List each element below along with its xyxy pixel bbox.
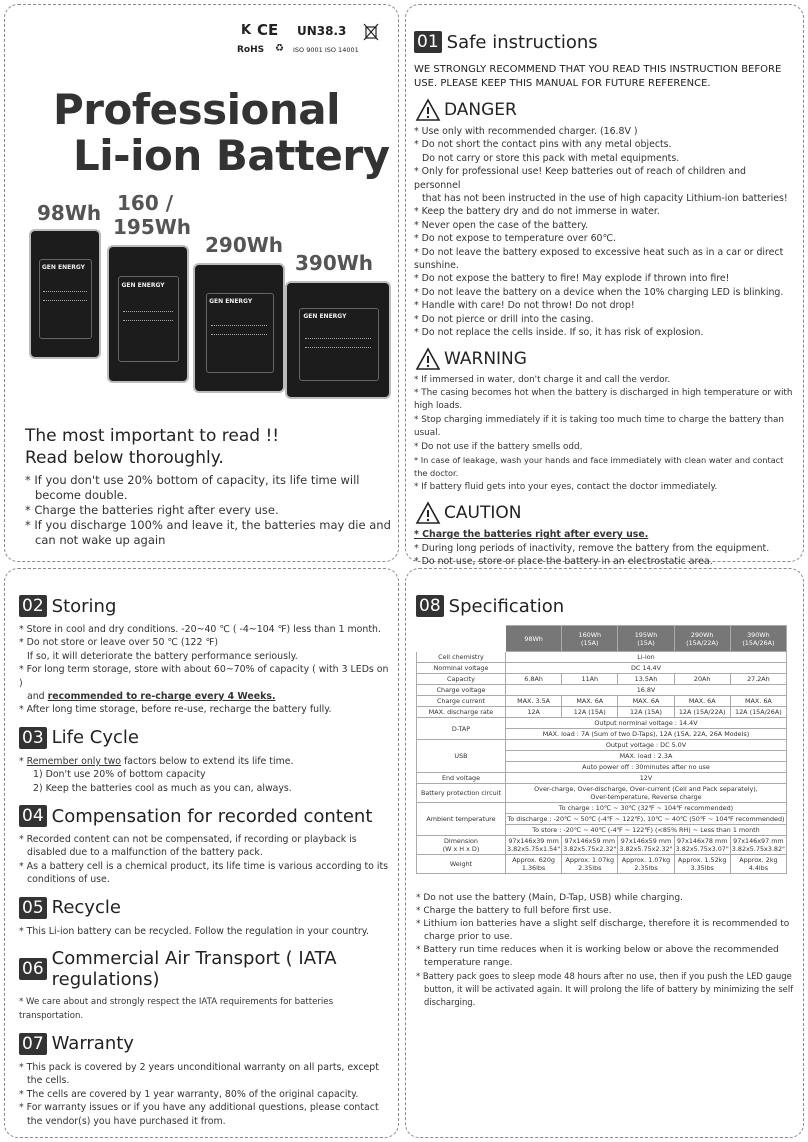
table-cell: D-TAP <box>417 718 506 740</box>
recycle-text: * This Li-ion battery can be recycled. Follow the regulation in your country. <box>19 925 369 937</box>
table-cell: Approx. 2kg 4.4lbs <box>730 855 786 874</box>
table-row <box>417 685 787 696</box>
list-item: * If you don't use 20% bottom of capacity, its life time will become double. <box>25 473 360 502</box>
table-row <box>417 784 787 803</box>
list-item: * Do not store or leave over 50 ℃ (122 ℉) <box>19 637 219 649</box>
table-header <box>417 626 506 652</box>
table-row <box>417 696 787 707</box>
list-item: * Do not pierce or drill into the casing. <box>414 313 594 325</box>
danger-header <box>416 99 795 121</box>
list-item: * Recorded content can not be compensated, if recording or playback is disabled due to a malfunction of the battery pack. <box>19 834 357 859</box>
spec-notes <box>416 892 795 1009</box>
spec-table <box>416 625 787 874</box>
table-cell: Approx. 1.52kg 3.35lbs <box>674 855 730 874</box>
important-list <box>25 473 395 548</box>
table-cell: Dimension (W x H x D) <box>417 836 506 855</box>
section-header <box>19 805 390 827</box>
table-cell: To charge : 10℃ ~ 30℃ (32℉ ~ 104℉ recommended) <box>505 803 786 814</box>
table-cell: MAX. 6A <box>674 696 730 707</box>
table-row <box>417 674 787 685</box>
list-item: * As a battery cell is a chemical product, its life time is various according to its conditions of use. <box>19 860 389 886</box>
table-cell: USB <box>417 740 506 773</box>
table-row <box>417 626 787 652</box>
list-item: * Charge the battery to full before first use. <box>416 906 612 916</box>
section-title: Storing <box>51 595 117 617</box>
table-cell: Battery protection circuit <box>417 784 506 803</box>
battery-image-290 <box>193 263 285 393</box>
table-row <box>417 718 787 729</box>
table-row <box>417 836 787 855</box>
safe-intro: WE STRONGLY RECOMMEND THAT YOU READ THIS INSTRUCTION BEFORE USE. PLEASE KEEP THIS MANUAL FOR FUTURE REFERENCE. <box>414 64 782 89</box>
section-header <box>416 595 795 617</box>
list-item: * Do not expose to temperature over 60℃. <box>414 233 617 245</box>
table-cell: 20Ah <box>674 674 730 685</box>
section-header <box>19 727 390 749</box>
list-item: * Do not short the contact pins with any metal objects. <box>414 139 672 151</box>
list-item: * Keep the battery dry and do not immerse in water. <box>414 206 660 218</box>
table-cell: MAX. 6A <box>562 696 618 707</box>
warning-triangle-icon <box>416 99 440 121</box>
section-number: 04 <box>19 805 47 827</box>
section-number: 07 <box>19 1033 47 1055</box>
section-title: Compensation for recorded content <box>51 805 373 827</box>
iso-mark: ISO 9001 ISO 14001 <box>293 46 359 54</box>
table-row <box>417 773 787 784</box>
table-cell: Ambient temperature <box>417 803 506 836</box>
table-cell: Capacity <box>417 674 506 685</box>
section-header <box>19 948 390 990</box>
section-number: 08 <box>416 595 444 617</box>
safe-instructions-panel <box>405 4 804 567</box>
table-cell: 11Ah <box>562 674 618 685</box>
rohs-mark: RoHS <box>237 45 265 55</box>
important-heading-1: The most important to read !! <box>25 426 280 446</box>
table-cell: DC 14.4V <box>505 663 786 674</box>
battery-image-98 <box>29 229 101 359</box>
list-item: * If battery fluid gets into your eyes, contact the doctor immediately. <box>414 481 718 492</box>
table-cell <box>505 784 786 803</box>
table-row <box>417 652 787 663</box>
capacity-label-195: 195Wh <box>113 215 192 239</box>
table-cell: Output voltage : DC 5.0V <box>505 740 786 751</box>
un-mark: UN38.3 <box>297 24 347 38</box>
section-number: 05 <box>19 897 47 919</box>
table-cell: 16.8V <box>505 685 786 696</box>
title-line-2: Li-ion Battery <box>73 131 390 180</box>
list-item: * Do not use the battery (Main, D-Tap, USB) while charging. <box>416 893 683 903</box>
table-cell: MAX. 3.5A <box>505 696 561 707</box>
list-item: * Handle with care! Do not throw! Do not drop! <box>414 300 635 312</box>
weee-icon <box>363 23 379 41</box>
table-cell: 12A (15A) <box>562 707 618 718</box>
certification-marks <box>237 21 387 59</box>
list-item: * Stop charging immediately if it is taking too much time to charge the battery than usual. <box>414 414 784 439</box>
important-heading-2: Read below thoroughly. <box>25 448 224 468</box>
section-header <box>19 595 390 617</box>
battery-brand-label: GEN ENERGY <box>303 312 347 320</box>
list-item: * This pack is covered by 2 years unconditional warranty on all parts, except the cells. <box>19 1061 379 1087</box>
battery-brand-label: GEN ENERGY <box>41 263 85 271</box>
list-item: * Store in cool and dry conditions. -20~40 ℃ ( -4~104 ℉) less than 1 month. <box>19 624 381 635</box>
table-cell: 97x146x59 mm 3.82x5.75x2.32" <box>619 837 673 853</box>
text-fragment: factors below to extend its life time. <box>121 755 294 767</box>
list-item: * Lithium ion batteries have a slight self discharge, therefore it is recommended to charge prior to use. <box>416 919 790 942</box>
table-cell: 27.2Ah <box>730 674 786 685</box>
life-text <box>19 755 390 795</box>
table-header: 390Wh (15A/26A) <box>730 626 786 652</box>
list-item: If so, it will deteriorate the battery performance seriously. <box>27 650 298 662</box>
table-row <box>417 707 787 718</box>
section-title: Safe instructions <box>446 31 598 53</box>
ce-mark-icon: CE <box>257 21 279 39</box>
list-item: * Battery run time reduces when it is working below or above the recommended temperature range. <box>416 945 779 968</box>
table-cell: 6.8Ah <box>505 674 561 685</box>
important-heading <box>25 425 279 469</box>
table-cell: Auto power off : 30minutes after no use <box>505 762 786 773</box>
list-item: * In case of leakage, wash your hands and face immediately with clean water and contact the doctor. <box>414 454 784 479</box>
list-item: * If you discharge 100% and leave it, the batteries may die and can not wake up again <box>25 518 391 547</box>
section-title: Recycle <box>51 897 121 919</box>
table-header: 98Wh <box>505 626 561 652</box>
list-item <box>19 690 390 703</box>
text-fragment: * <box>19 755 27 767</box>
table-cell: Approx. 1.07kg 2.35lbs <box>618 855 674 874</box>
danger-title: DANGER <box>444 100 517 120</box>
table-cell: Charge current <box>417 696 506 707</box>
list-item: * Battery pack goes to sleep mode 48 hours after no use, then if you push the LED gauge button, it will be activated again. It will prolong the life of battery by minimizing the self discharging. <box>416 971 794 1007</box>
table-header: 195Wh (15A) <box>618 626 674 652</box>
table-cell: Weight <box>417 855 506 874</box>
table-cell: Li-ion <box>505 652 786 663</box>
list-item: * Do not replace the cells inside. If so, it has risk of explosion. <box>414 327 704 339</box>
table-cell-line: Over-charge, Over-discharge, Over-current (Cell and Pack separately), <box>534 785 758 793</box>
capacity-label-98: 98Wh <box>37 201 102 225</box>
title-line-1: Professional <box>53 85 340 134</box>
section-number: 01 <box>414 31 442 53</box>
table-cell: 97x146x59 mm 3.82x5.75x2.32" <box>563 837 617 853</box>
table-row <box>417 803 787 814</box>
table-cell: To discharge : -20℃ ~ 50℃ (-4℉ ~ 122℉), 10℃ ~ 40℃ (50℉ ~ 104℉ recommended) <box>507 815 785 823</box>
list-item: * Never open the case of the battery. <box>414 219 589 231</box>
specification-panel <box>405 568 804 1138</box>
recycle-icon: ♻ <box>275 43 284 54</box>
list-item: 1) Don't use 20% of bottom capacity <box>33 769 206 781</box>
section-title: Specification <box>448 595 565 617</box>
caution-header <box>416 502 795 524</box>
list-item: * Use only with recommended charger. (16.8V ) <box>414 126 638 137</box>
section-number: 02 <box>19 595 47 617</box>
recharge-emphasis: recommended to re-charge every 4 Weeks. <box>47 691 276 703</box>
list-item: * Do not use if the battery smells odd. <box>414 441 583 452</box>
section-header <box>19 897 390 919</box>
emphasis: Remember only two <box>26 755 122 767</box>
section-number: 03 <box>19 727 47 749</box>
table-cell: To store : -20℃ ~ 40℃ (-4℉ ~ 122℉) (<85% RH) ~ Less than 1 month <box>505 825 786 836</box>
table-cell: 97x146x39 mm 3.82x5.75x1.54" <box>506 837 561 853</box>
list-item: * Only for professional use! Keep batteries out of reach of children and personnel <box>414 166 746 191</box>
table-cell: Charge voltage <box>417 685 506 696</box>
table-row <box>417 855 787 874</box>
table-cell: 12V <box>505 773 786 784</box>
table-cell: MAX. discharge rate <box>417 707 506 718</box>
warranty-text <box>19 1061 390 1128</box>
list-item: * After long time storage, before re-use, recharge the battery fully. <box>19 704 332 716</box>
list-item: Do not carry or store this pack with metal equipments. <box>422 152 680 164</box>
capacity-label-290: 290Wh <box>205 233 284 257</box>
table-cell: MAX. load : 2.3A <box>505 751 786 762</box>
list-item: * If immersed in water, don't charge it and call the verdor. <box>414 374 671 385</box>
list-item: * Do not expose the battery to fire! May explode if thrown into fire! <box>414 273 730 285</box>
table-cell: MAX. load : 7A (Sum of two D-Taps), 12A (15A, 22A, 26A Models) <box>505 729 786 740</box>
list-item: * Charge the batteries right after every use. <box>25 503 279 517</box>
list-item: * Do not leave the battery on a device when the 10% charging LED is blinking. <box>414 286 784 298</box>
table-cell-line: Over-temperature, Reverse charge <box>590 793 702 801</box>
section-number: 06 <box>19 958 47 980</box>
capacity-label-390: 390Wh <box>295 251 374 275</box>
battery-brand-label: GEN ENERGY <box>209 297 253 305</box>
table-row <box>417 740 787 751</box>
storage-warranty-panel <box>4 568 399 1138</box>
battery-image-390 <box>285 281 391 399</box>
list-item: * For warranty issues or if you have any additional questions, please contact the vendor(s) you have purchased it from. <box>19 1102 379 1127</box>
warning-triangle-icon <box>416 502 440 524</box>
table-cell: 97x146x97 mm 3.82x5.75x3.82" <box>731 837 785 853</box>
table-cell: End voltage <box>417 773 506 784</box>
table-cell: 12A (15A) <box>618 707 674 718</box>
capacity-label-160: 160 / <box>117 191 174 215</box>
table-cell: 13.5Ah <box>618 674 674 685</box>
table-header: 290Wh (15A/22A) <box>674 626 730 652</box>
kc-mark-icon: K <box>241 23 252 38</box>
section-title: Commercial Air Transport ( IATA regulations) <box>51 948 337 991</box>
list-item: * The cells are covered by 1 year warranty, 80% of the original capacity. <box>19 1088 359 1100</box>
table-cell: MAX. 6A <box>730 696 786 707</box>
list-item: * The casing becomes hot when the battery is discharged in high temperature or with high loads. <box>414 387 793 412</box>
storing-text <box>19 623 390 717</box>
table-cell: Approx. 1.07kg 2.35lbs <box>562 855 618 874</box>
warning-list <box>414 374 795 495</box>
warning-header <box>416 348 795 370</box>
section-title: Warranty <box>51 1033 134 1055</box>
table-cell: 12A (15A/26A) <box>730 707 786 718</box>
danger-list <box>414 125 795 340</box>
warning-title: WARNING <box>444 348 527 369</box>
table-cell: Approx. 620g 1.36lbs <box>505 855 561 874</box>
section-title: Life Cycle <box>51 727 139 749</box>
list-item: * During long periods of inactivity, remove the battery from the equipment. <box>414 542 770 554</box>
air-text: * We care about and strongly respect the IATA requirements for batteries transportation. <box>19 997 334 1021</box>
table-cell: 12A (15A/22A) <box>674 707 730 718</box>
list-item: * Charge the batteries right after every use. <box>414 529 649 541</box>
table-cell: Output norminal voltage : 14.4V <box>505 718 786 729</box>
table-cell: 97x146x78 mm 3.82x5.75x3.07" <box>675 837 729 853</box>
list-item <box>19 755 390 768</box>
warning-triangle-icon <box>416 348 440 370</box>
table-header: 160Wh (15A) <box>562 626 618 652</box>
list-item: 2) Keep the batteries cool as much as you can, always. <box>33 782 292 794</box>
table-cell: Norminal voltage <box>417 663 506 674</box>
section-header <box>19 1033 390 1055</box>
section-header <box>414 31 795 53</box>
table-cell: 12A <box>505 707 561 718</box>
list-item: * Do not use, store or place the battery in an electrostatic area. <box>414 555 713 567</box>
battery-image-160 <box>107 245 189 383</box>
list-item: * Do not leave the battery exposed to excessive heat such as in a car or direct sunshine. <box>414 246 784 272</box>
table-row <box>417 663 787 674</box>
comp-text <box>19 833 390 887</box>
list-item: that has not been instructed in the use of high capacity Lithium-ion batteries! <box>422 193 788 205</box>
caution-title: CAUTION <box>444 503 522 524</box>
battery-brand-label: GEN ENERGY <box>121 281 165 289</box>
list-item: * For long term storage, store with about 60~70% of capacity ( with 3 LEDs on ) <box>19 664 389 689</box>
table-cell: Cell chemistry <box>417 652 506 663</box>
table-cell: MAX. 6A <box>618 696 674 707</box>
intro-panel <box>4 4 399 562</box>
text-fragment: and <box>27 691 48 703</box>
